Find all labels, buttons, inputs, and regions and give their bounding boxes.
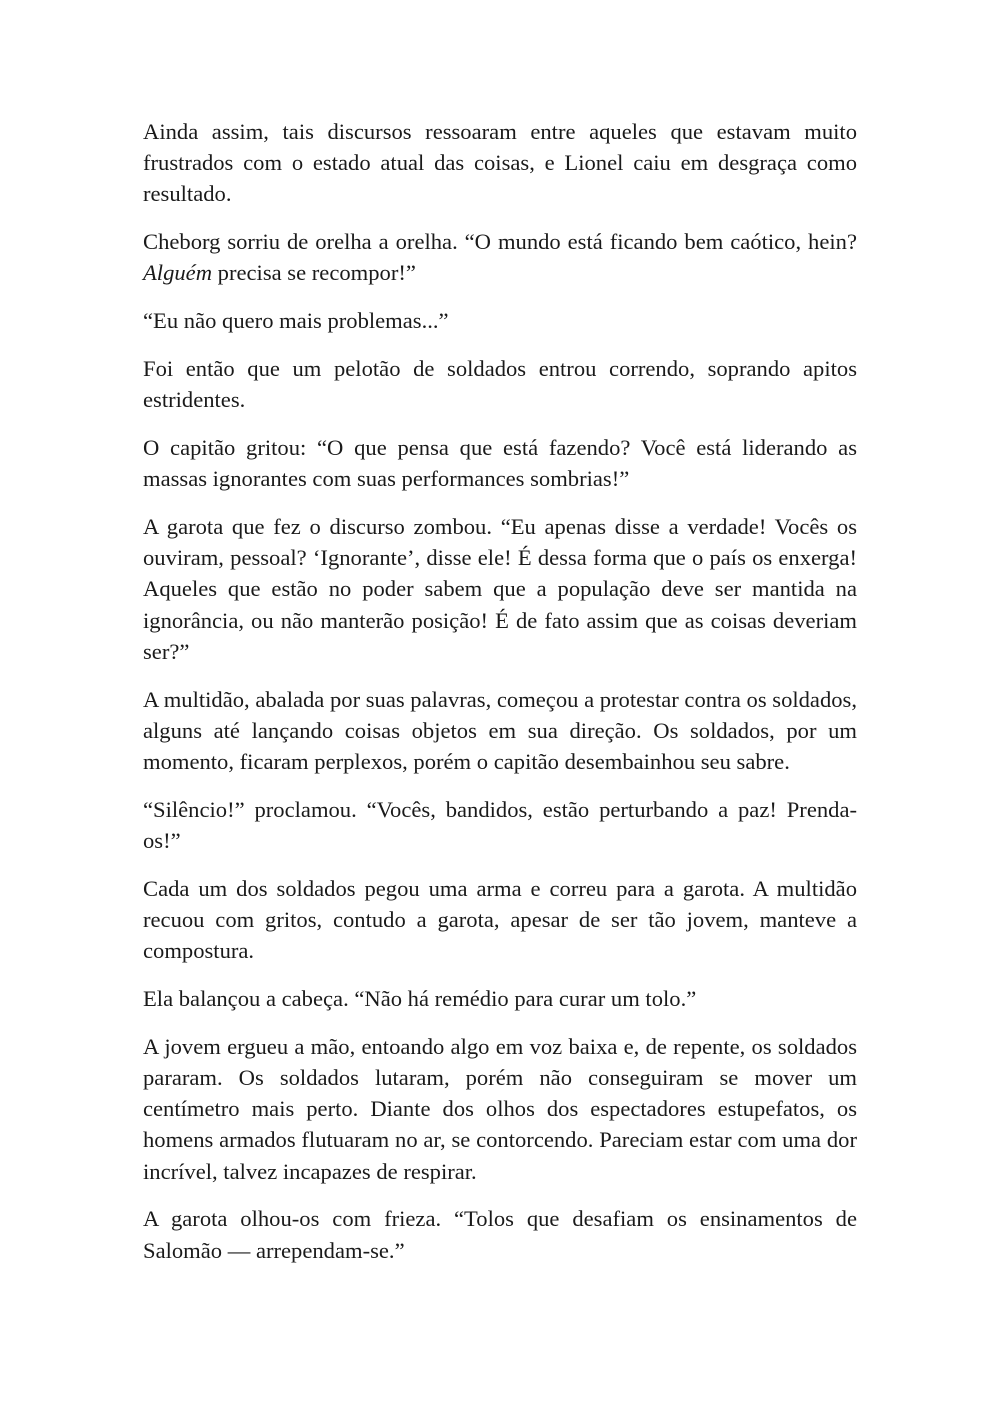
- paragraph: O capitão gritou: “O que pensa que está fazendo? Você está liderando as massas ignorantes com suas performances sombrias!”: [143, 435, 857, 492]
- paragraph: [143, 226, 857, 288]
- paragraph: A garota que fez o discurso zombou. “Eu apenas disse a verdade! Vocês os ouviram, pessoal? ‘Ignorante’, disse ele! É dessa forma que o país os enxerga! Aqueles que estão no poder sabem que a população deve ser mantida na ignorância, ou não manterão posição! É de fato assim que as coisas deveriam ser?”: [143, 514, 857, 664]
- paragraph: Cada um dos soldados pegou uma arma e correu para a garota. A multidão recuou com gritos, contudo a garota, apesar de ser tão jovem, manteve a compostura.: [143, 875, 857, 964]
- italic-emphasis: Alguém: [143, 260, 213, 286]
- paragraph: Ela balançou a cabeça. “Não há remédio para curar um tolo.”: [143, 986, 697, 1012]
- paragraph: “Silêncio!” proclamou. “Vocês, bandidos, estão perturbando a paz! Prenda-os!”: [143, 796, 857, 854]
- paragraph: A jovem ergueu a mão, entoando algo em voz baixa e, de repente, os soldados pararam. Os soldados lutaram, porém não conseguiram se mover um centímetro mais perto. Diante dos olhos dos espectadores estupefatos, os homens armados flutuaram no ar, se contorcendo. Pareciam estar com uma dor incrível, talvez incapazes de respirar.: [143, 1033, 857, 1184]
- paragraph: Ainda assim, tais discursos ressoaram entre aqueles que estavam muito frustrados com o estado atual das coisas, e Lionel caiu em desgraça como resultado.: [143, 119, 857, 207]
- document-page: [143, 116, 857, 1282]
- paragraph: “Eu não quero mais problemas...”: [143, 308, 449, 334]
- paragraph: A multidão, abalada por suas palavras, começou a protestar contra os soldados, alguns até lançando coisas objetos em sua direção. Os soldados, por um momento, ficaram perplexos, porém o capitão desembainhou seu sabre.: [143, 686, 857, 775]
- paragraph: Foi então que um pelotão de soldados entrou correndo, soprando apitos estridentes.: [143, 356, 857, 413]
- paragraph-text: Cheborg sorriu de orelha a orelha. “O mundo está ficando bem caótico, hein?: [143, 229, 857, 255]
- paragraph-text: precisa se recompor!”: [212, 260, 416, 286]
- paragraph: A garota olhou-os com frieza. “Tolos que desafiam os ensinamentos de Salomão — arrependam-se.”: [143, 1206, 857, 1263]
